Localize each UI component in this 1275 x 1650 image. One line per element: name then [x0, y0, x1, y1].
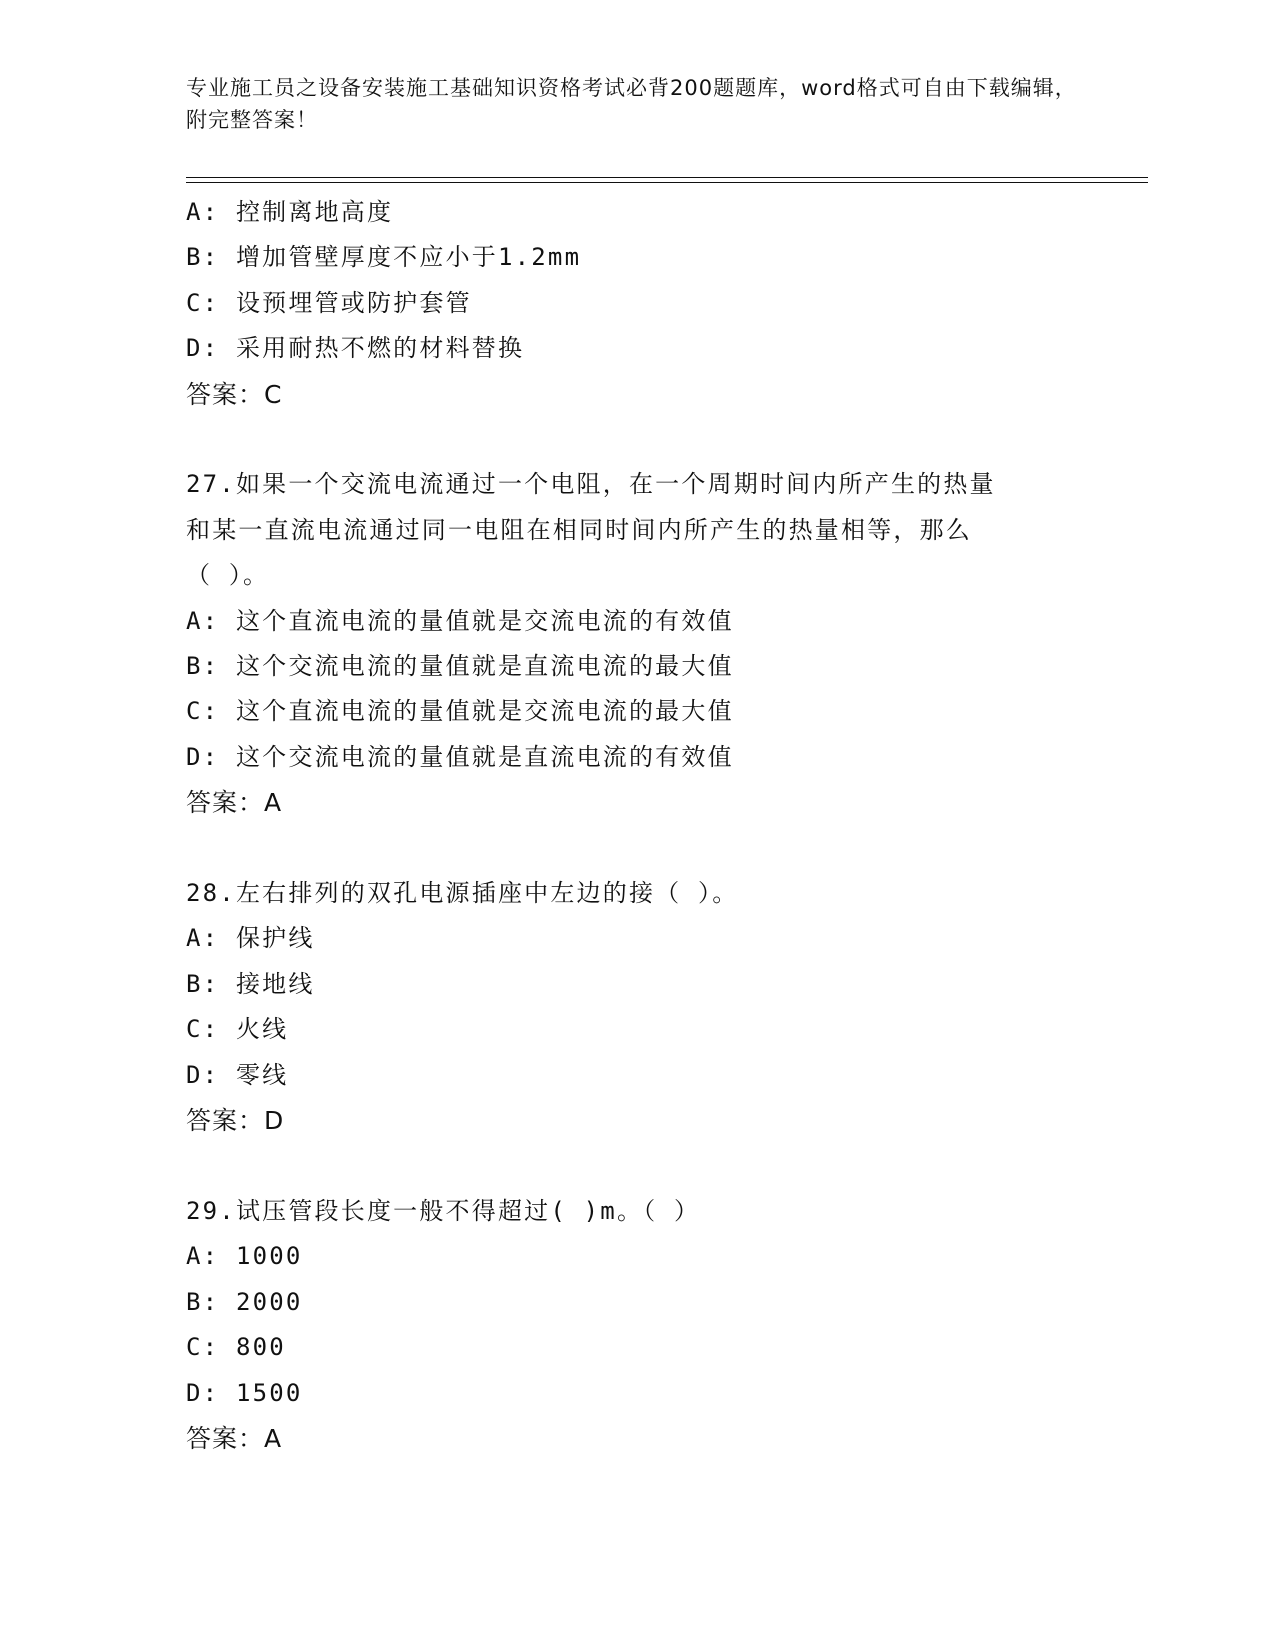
header-divider-bottom: [186, 182, 1148, 183]
option-d: D: 这个交流电流的量值就是直流电流的有效值: [186, 742, 734, 771]
option-d: D: 零线: [186, 1060, 289, 1089]
option-c: C: 火线: [186, 1015, 289, 1044]
answer: 答案：D: [186, 1106, 285, 1136]
option-b: B: 接地线: [186, 969, 315, 998]
answer: 答案：A: [186, 1423, 283, 1453]
option-b: B: 增加管壁厚度不应小于1.2mm: [186, 243, 582, 272]
question-27: [186, 462, 1086, 825]
question-list: [186, 190, 1086, 1461]
option-b: B: 这个交流电流的量值就是直流电流的最大值: [186, 652, 734, 681]
option-a: A: 保护线: [186, 924, 315, 953]
answer: 答案：C: [186, 379, 283, 409]
question-stem: 28.左右排列的双孔电源插座中左边的接（ ）。: [186, 879, 739, 908]
question-spacer: [186, 1144, 1086, 1189]
option-a: A: 这个直流电流的量值就是交流电流的有效值: [186, 606, 734, 635]
option-c: C: 这个直流电流的量值就是交流电流的最大值: [186, 697, 734, 726]
question-spacer: [186, 417, 1086, 462]
question-29: [186, 1189, 1086, 1461]
question-stem: （ ）。: [186, 561, 270, 590]
option-a: A: 控制离地高度: [186, 198, 394, 226]
option-d: D: 采用耐热不燃的材料替换: [186, 334, 525, 363]
question-stem: 27.如果一个交流电流通过一个电阻，在一个周期时间内所产生的热量: [186, 470, 996, 499]
option-b: B: 2000: [186, 1287, 303, 1316]
document-header: 专业施工员之设备安装施工基础知识资格考试必背200题题库，word格式可自由下载编辑，附完整答案！: [186, 76, 1077, 132]
question-26: [186, 190, 1086, 417]
question-stem: 和某一直流电流通过同一电阻在相同时间内所产生的热量相等，那么: [186, 515, 972, 544]
question-stem: 29.试压管段长度一般不得超过( )m。（ ）: [186, 1196, 701, 1225]
question-28: [186, 871, 1086, 1143]
option-d: D: 1500: [186, 1378, 303, 1407]
option-a: A: 1000: [186, 1242, 303, 1271]
question-spacer: [186, 826, 1086, 871]
answer: 答案：A: [186, 788, 283, 818]
option-c: C: 设预埋管或防护套管: [186, 288, 472, 317]
header-divider-top: [186, 177, 1148, 178]
option-c: C: 800: [186, 1333, 286, 1362]
